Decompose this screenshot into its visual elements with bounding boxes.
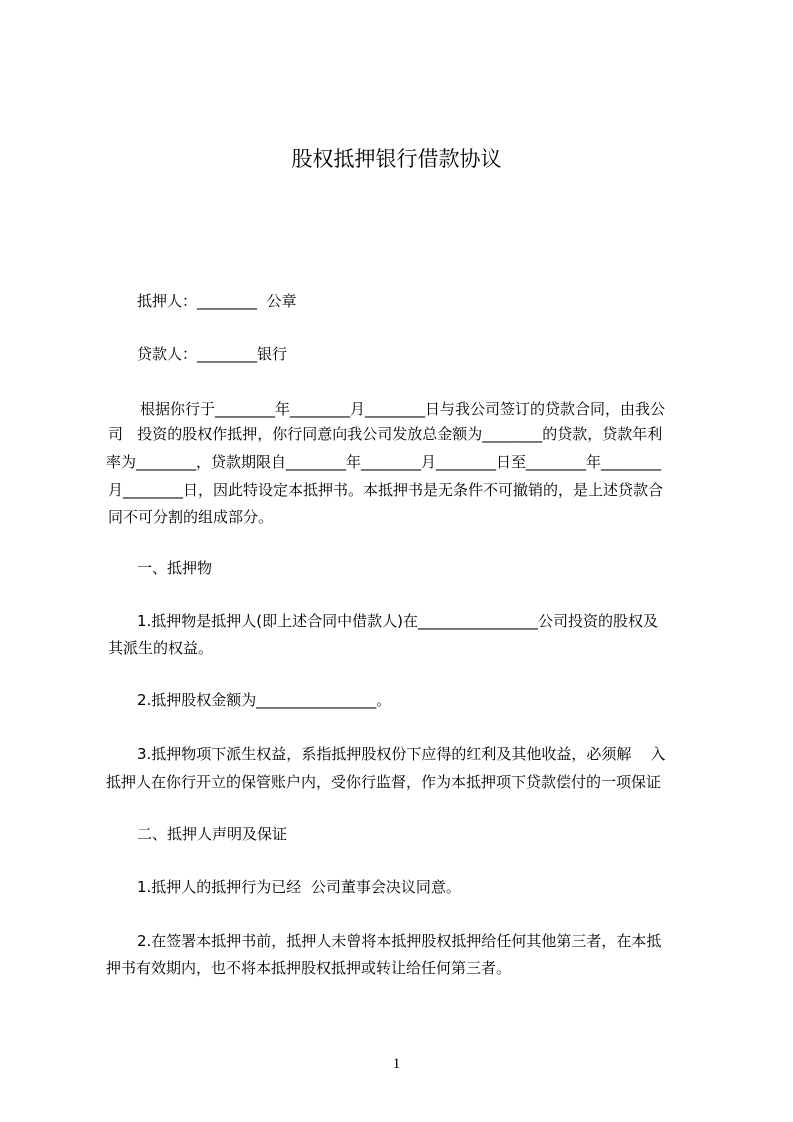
intro-line-5: 同不可分割的组成部分。 [108, 508, 274, 526]
intro-line-3: 率为________，贷款期限自________年________月________日至________年________ [106, 453, 662, 471]
section1-item3-line1: 3.抵押物项下派生权益，系指抵押股权份下应得的红利及其他收益，必须解 入 [137, 745, 666, 763]
page-number: 1 [392, 1056, 401, 1072]
section1-item1-line2: 其派生的权益。 [108, 639, 214, 657]
pledgor-line: 抵押人：________ 公章 [137, 292, 297, 310]
intro-line-1: 根据你行于________年________月________日与我公司签订的贷款合同，由我公 [140, 400, 666, 418]
section1-item1-line1: 1.抵押物是抵押人(即上述合同中借款人)在________________公司投资的股权及 [137, 612, 659, 630]
section2-item2-line2: 押书有效期内，也不将本抵押股权抵押或转让给任何第三者。 [106, 959, 512, 977]
intro-line-4: 月________日，因此特设定本抵押书。本抵押书是无条件不可撤销的，是上述贷款合 [108, 481, 664, 499]
section2-item2-line1: 2.在签署本抵押书前，抵押人未曾将本抵押股权抵押给任何其他第三者，在本抵 [137, 932, 662, 950]
section1-item2: 2.抵押股权金额为________________。 [137, 691, 392, 709]
section1-item3-line2: 抵押人在你行开立的保管账户内，受你行监督，作为本抵押项下贷款偿付的一项保证 [106, 773, 662, 791]
section1-heading: 一、抵押物 [137, 559, 213, 577]
document-title: 股权抵押银行借款协议 [291, 147, 502, 171]
section2-item1: 1.抵押人的抵押行为已经 公司董事会决议同意。 [137, 878, 461, 896]
intro-line-2: 司 投资的股权作抵押，你行同意向我公司发放总金额为________的贷款，贷款年利 [108, 425, 663, 443]
section2-heading: 二、抵押人声明及保证 [137, 825, 288, 843]
lender-line: 贷款人：________银行 [137, 345, 288, 363]
